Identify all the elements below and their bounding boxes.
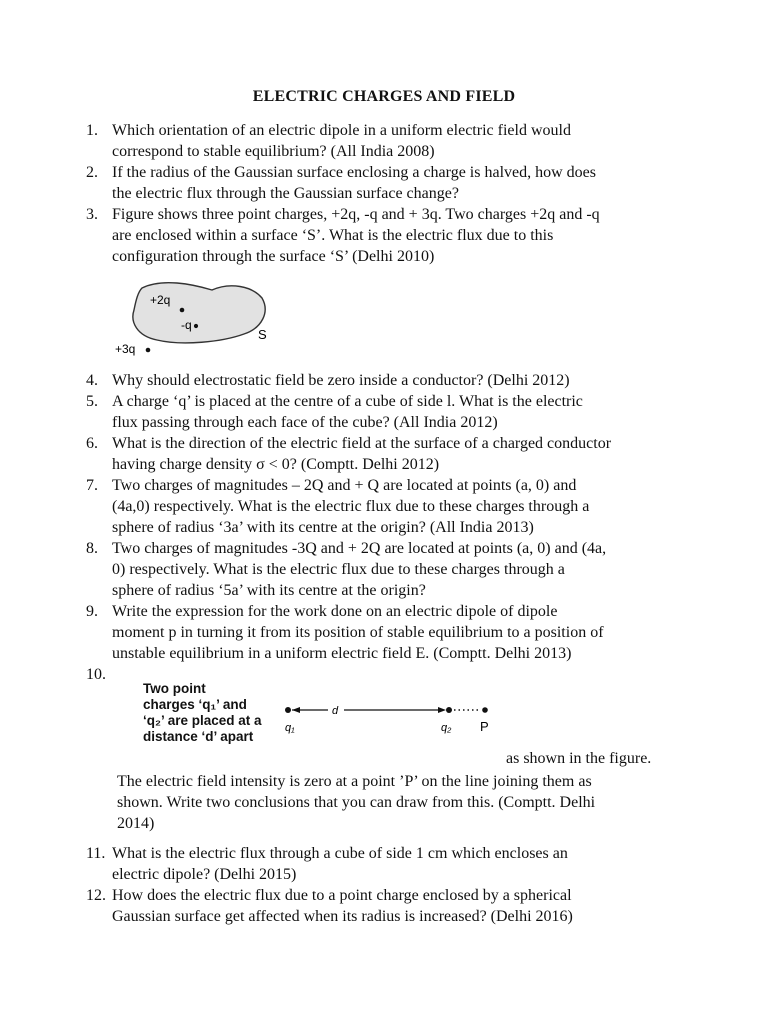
question-text-line: The electric field intensity is zero at a point ’P’ on the line joining them as: [117, 773, 592, 790]
figure10-caption-line: Two point: [143, 681, 206, 696]
label-plus2q: +2q: [150, 293, 171, 307]
question-number: 1.: [86, 122, 98, 139]
question-text-line: Figure shows three point charges, +2q, -q and + 3q. Two charges +2q and -q: [112, 206, 600, 223]
question-text-line: the electric flux through the Gaussian surface change?: [112, 185, 459, 202]
question-text-line: correspond to stable equilibrium? (All India 2008): [112, 143, 435, 160]
question-text-line: 0) respectively. What is the electric flux due to these charges through a: [112, 561, 565, 578]
question-text-line: flux passing through each face of the cube? (All India 2012): [112, 414, 498, 431]
label-surface-s: S: [258, 327, 267, 342]
label-q1: q₁: [285, 722, 295, 734]
charge-q2-dot: [446, 707, 452, 713]
label-d: d: [332, 705, 339, 717]
question-text-line: How does the electric flux due to a point charge enclosed by a spherical: [112, 887, 572, 904]
question-text-line: A charge ‘q’ is placed at the centre of a cube of side l. What is the electric: [112, 393, 583, 410]
label-minusq: -q: [181, 318, 192, 332]
question-text-line: Two charges of magnitudes – 2Q and + Q are located at points (a, 0) and: [112, 477, 577, 494]
question-number: 11.: [86, 845, 106, 862]
figure10-caption: [143, 681, 277, 745]
question-text-line: What is the direction of the electric field at the surface of a charged conductor: [112, 435, 612, 452]
label-q2: q₂: [441, 722, 452, 734]
question-text-line: (4a,0) respectively. What is the electric flux due to these charges through a: [112, 498, 590, 515]
question-text-line: sphere of radius ‘5a’ with its centre at the origin?: [112, 582, 426, 599]
surface-s-outline: [133, 283, 265, 343]
question-number: 5.: [86, 393, 98, 410]
charge-plus3q-dot: [146, 348, 151, 353]
label-p: P: [480, 719, 489, 734]
question-number: 8.: [86, 540, 98, 557]
charge-plus2q-dot: [180, 308, 185, 313]
question-text-line: electric dipole? (Delhi 2015): [112, 866, 297, 883]
figure10-caption-line: distance ‘d’ apart: [143, 729, 254, 744]
question-text-line: configuration through the surface ‘S’ (Delhi 2010): [112, 248, 435, 265]
question-number: 4.: [86, 372, 98, 389]
question-text-line: What is the electric flux through a cube of side 1 cm which encloses an: [112, 845, 568, 862]
question-text-line: Why should electrostatic field be zero inside a conductor? (Delhi 2012): [112, 372, 570, 389]
question-number: 6.: [86, 435, 98, 452]
figure10-caption-line: charges ‘q₁’ and: [143, 697, 247, 712]
question-text-line: are enclosed within a surface ‘S’. What is the electric flux due to this: [112, 227, 554, 244]
question-number: 10.: [86, 666, 106, 683]
question-text-line: unstable equilibrium in a uniform electric field E. (Comptt. Delhi 2013): [112, 645, 572, 662]
label-plus3q: +3q: [115, 342, 136, 356]
question-text-line: having charge density σ < 0? (Comptt. Delhi 2012): [112, 456, 440, 473]
question-text-line: Gaussian surface get affected when its radius is increased? (Delhi 2016): [112, 908, 573, 925]
gaussian-surface-figure: [112, 276, 282, 362]
question-text-line: Two charges of magnitudes -3Q and + 2Q are located at points (a, 0) and (4a,: [112, 540, 607, 557]
question-10-inline-text: as shown in the figure.: [506, 750, 652, 767]
question-10-text: [117, 771, 717, 834]
page-title: ELECTRIC CHARGES AND FIELD: [252, 88, 516, 105]
question-text-line: shown. Write two conclusions that you can draw from this. (Comptt. Delhi: [117, 794, 596, 811]
figure10-caption-line: ‘q₂’ are placed at a: [143, 713, 262, 728]
question-number: 7.: [86, 477, 98, 494]
arrow-head-left: [292, 707, 300, 713]
question-text-line: Write the expression for the work done on an electric dipole of dipole: [112, 603, 558, 620]
question-text-line: Which orientation of an electric dipole in a uniform electric field would: [112, 122, 571, 139]
question-text-line: moment p in turning it from its position of stable equilibrium to a position of: [112, 624, 604, 641]
question-number: 9.: [86, 603, 98, 620]
two-charges-figure: [282, 698, 502, 738]
question-number: 3.: [86, 206, 98, 223]
question-number: 2.: [86, 164, 98, 181]
point-p-dot: [482, 707, 488, 713]
charge-minusq-dot: [194, 324, 198, 328]
arrow-head-right: [438, 707, 446, 713]
question-number: 12.: [86, 887, 106, 904]
charge-q1-dot: [285, 707, 291, 713]
question-text-line: If the radius of the Gaussian surface enclosing a charge is halved, how does: [112, 164, 596, 181]
question-text-line: 2014): [117, 815, 155, 832]
question-text-line: sphere of radius ‘3a’ with its centre at the origin? (All India 2013): [112, 519, 534, 536]
